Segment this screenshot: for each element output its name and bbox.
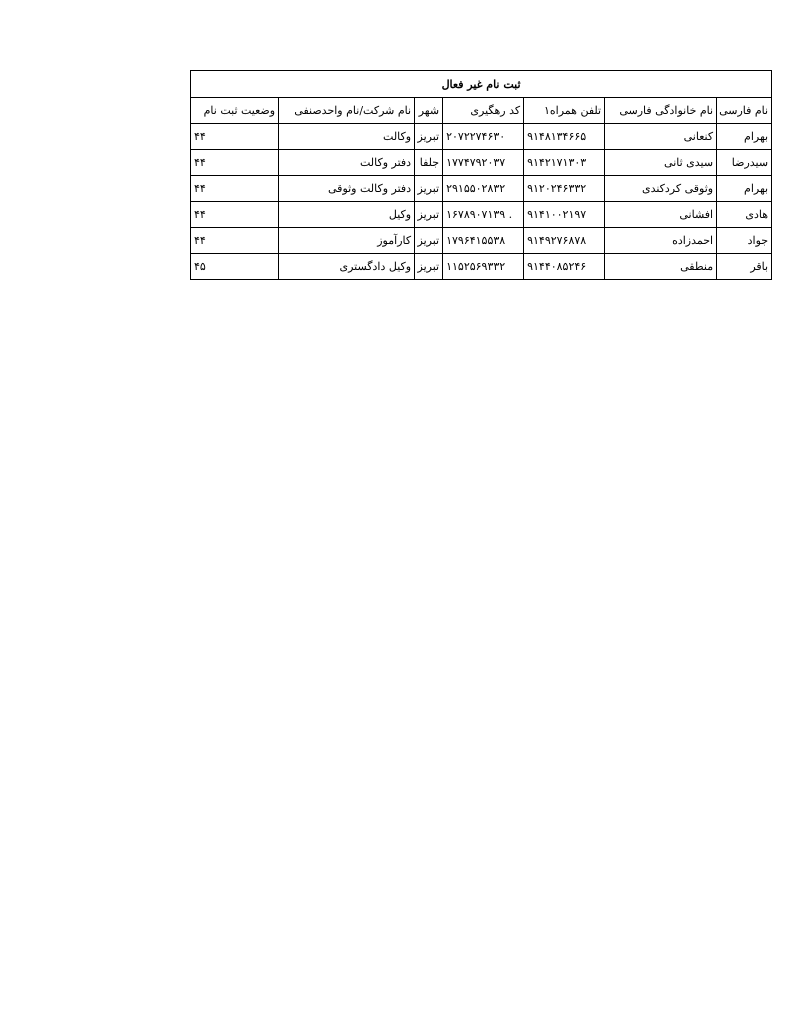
cell-tracking-code: ۱۷۹۶۴۱۵۵۳۸ [443, 228, 524, 254]
cell-status: ۴۵ [191, 254, 279, 280]
table-header-row [191, 98, 772, 124]
header-tracking-code: کد رهگیری [443, 98, 524, 124]
cell-status: ۴۴ [191, 202, 279, 228]
table-row [191, 254, 772, 280]
table-title-row [191, 71, 772, 98]
cell-company: دفتر وکالت [279, 150, 415, 176]
cell-mobile: ۹۱۲۰۲۴۶۳۳۲ [524, 176, 605, 202]
cell-city: تبریز [415, 124, 443, 150]
cell-last-name: کنعانی [605, 124, 717, 150]
registration-table [190, 70, 772, 280]
table-row [191, 150, 772, 176]
cell-status: ۴۴ [191, 150, 279, 176]
cell-last-name: سیدی ثانی [605, 150, 717, 176]
table-title: ثبت نام غیر فعال [191, 71, 772, 98]
cell-first-name: سیدرضا [717, 150, 772, 176]
cell-status: ۴۴ [191, 124, 279, 150]
header-company: نام شرکت/نام واحدصنفی [279, 98, 415, 124]
cell-company: وکالت [279, 124, 415, 150]
cell-first-name: باقر [717, 254, 772, 280]
cell-last-name: منطقی [605, 254, 717, 280]
cell-last-name: افشانی [605, 202, 717, 228]
cell-first-name: بهرام [717, 124, 772, 150]
cell-company: وکیل دادگستری [279, 254, 415, 280]
cell-tracking-code: ۱۶۷۸۹۰۷۱۳۹ . [443, 202, 524, 228]
cell-status: ۴۴ [191, 228, 279, 254]
cell-company: کارآموز [279, 228, 415, 254]
header-status: وضعیت ثبت نام [191, 98, 279, 124]
cell-mobile: ۹۱۴۲۱۷۱۳۰۳ [524, 150, 605, 176]
cell-mobile: ۹۱۴۸۱۳۴۶۶۵ [524, 124, 605, 150]
cell-mobile: ۹۱۴۱۰۰۲۱۹۷ [524, 202, 605, 228]
table-row [191, 228, 772, 254]
cell-mobile: ۹۱۴۴۰۸۵۲۴۶ [524, 254, 605, 280]
cell-mobile: ۹۱۴۹۲۷۶۸۷۸ [524, 228, 605, 254]
table-row [191, 202, 772, 228]
table-row [191, 124, 772, 150]
cell-tracking-code: ۱۱۵۲۵۶۹۳۳۲ [443, 254, 524, 280]
cell-tracking-code: ۲۹۱۵۵۰۲۸۳۲ [443, 176, 524, 202]
cell-first-name: هادی [717, 202, 772, 228]
table-row [191, 176, 772, 202]
header-last-name: نام خانوادگی فارسی [605, 98, 717, 124]
cell-first-name: جواد [717, 228, 772, 254]
cell-city: تبریز [415, 176, 443, 202]
cell-company: دفتر وکالت وثوقی [279, 176, 415, 202]
cell-city: تبریز [415, 228, 443, 254]
header-first-name: نام فارسی [717, 98, 772, 124]
cell-last-name: وثوقی کردکندی [605, 176, 717, 202]
cell-tracking-code: ۲۰۷۲۲۷۴۶۳۰ [443, 124, 524, 150]
header-mobile: تلفن همراه۱ [524, 98, 605, 124]
cell-city: تبریز [415, 202, 443, 228]
cell-last-name: احمدزاده [605, 228, 717, 254]
cell-city: جلفا [415, 150, 443, 176]
header-city: شهر [415, 98, 443, 124]
cell-city: تبریز [415, 254, 443, 280]
cell-first-name: بهرام [717, 176, 772, 202]
cell-tracking-code: ۱۷۷۴۷۹۲۰۳۷ [443, 150, 524, 176]
cell-company: وکیل [279, 202, 415, 228]
cell-status: ۴۴ [191, 176, 279, 202]
